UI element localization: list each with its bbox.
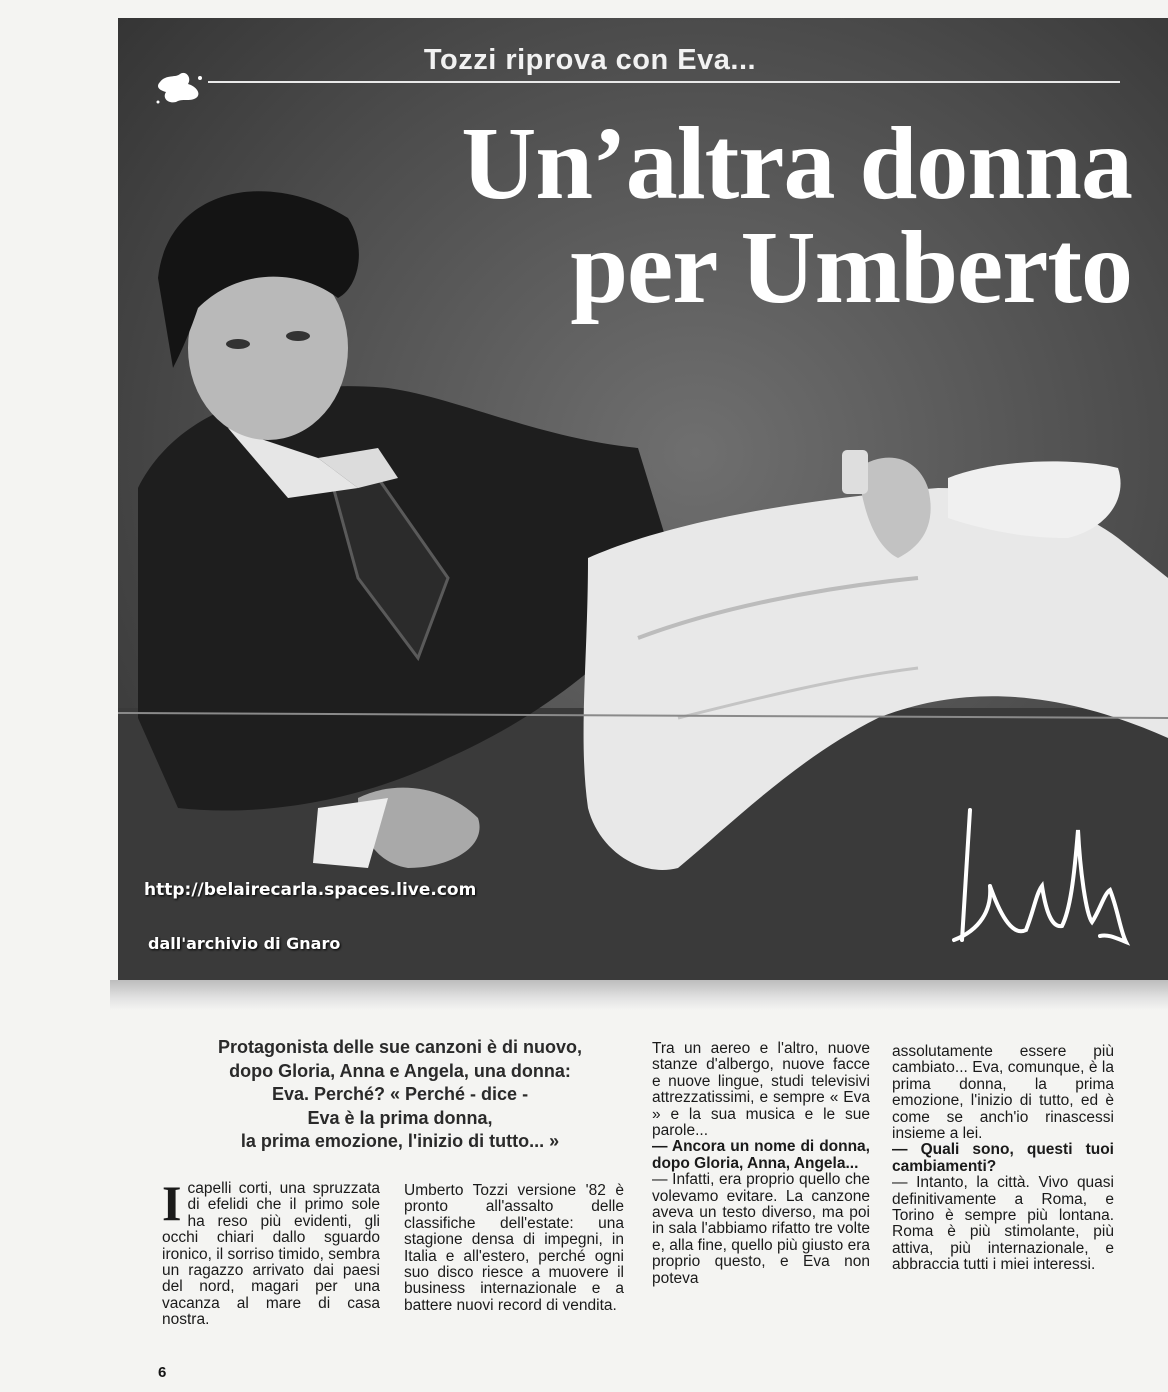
article-column-1 xyxy=(162,1175,380,1329)
paragraph: assolutamente essere più cambiato... Eva, comunque, è la prima donna, la prima emozione, l'inizio di tutto, ed è come se anch'io rinascessi insieme a lei. xyxy=(892,1043,1114,1143)
paragraph: Tra un aereo e l'altro, nuove stanze d'albergo, nuove facce e nuove lingue, studi televisivi attrezzatissimi, e sempre « Eva » e la sua musica e le sue parole... xyxy=(652,1040,870,1140)
paragraph: — Intanto, la città. Vivo quasi definitivamente a Roma, e Torino è sempre più lontana. Roma è più stimolante, più attiva, più internazionale, e abbraccia tutti i miei interessi. xyxy=(892,1174,1114,1274)
interview-question: — Ancora un nome di donna, dopo Gloria, Anna, Angela... xyxy=(652,1138,870,1172)
article-column-3 xyxy=(652,1041,870,1287)
ink-splat-icon xyxy=(156,68,206,108)
intro-line: Eva. Perché? « Perché - dice - xyxy=(271,1084,529,1104)
intro-line: la prima emozione, l'inizio di tutto... » xyxy=(240,1131,560,1151)
watermark-archive: dall'archivio di Gnaro xyxy=(148,934,341,953)
watermark-url: http://belairecarla.spaces.live.com xyxy=(144,880,477,900)
headline-line: per Umberto xyxy=(570,210,1132,325)
paragraph: Umberto Tozzi versione '82 è pronto all'assalto delle classifiche dell'estate: una stagione densa di impegni, in Italia e all'estero, perché ogni suo disco riesce a muovere il business internazionale e a battere nuovi record di vendita. xyxy=(404,1182,624,1314)
interview-question: — Quali sono, questi tuoi cambiamenti? xyxy=(892,1141,1114,1175)
paragraph: — Infatti, era proprio quello che volevamo evitare. La canzone aveva un testo diverso, ma poi in sala l'abbiamo rifatto tre volte e, alla fine, quello più giusto era proprio questo, e Eva non poteva xyxy=(652,1171,871,1287)
signature-icon xyxy=(940,790,1140,970)
paragraph: capelli corti, una spruzzata di efelidi che il primo sole ha reso più evidenti, gli occhi chiari dallo sguardo ironico, il sorriso timido, sembra un ragazzo arrivato dai paesi del nord, magari per una vacanza al mare di casa nostra. xyxy=(162,1180,380,1329)
page-number: 6 xyxy=(158,1364,167,1381)
article-column-2 xyxy=(404,1183,624,1314)
intro-line: Protagonista delle sue canzoni è di nuovo, xyxy=(217,1037,583,1057)
article-column-4 xyxy=(892,1044,1114,1274)
headline-line: Un’altra donna xyxy=(461,106,1132,221)
kicker-rule xyxy=(208,81,1120,83)
drop-cap: I xyxy=(162,1175,182,1231)
intro-line: Eva è la prima donna, xyxy=(307,1107,493,1128)
kicker: Tozzi riprova con Eva... xyxy=(423,44,757,76)
intro-block xyxy=(160,1036,640,1154)
headline xyxy=(372,106,1132,325)
torn-edge xyxy=(110,980,1168,1010)
intro-line: dopo Gloria, Anna e Angela, una donna: xyxy=(229,1060,571,1081)
